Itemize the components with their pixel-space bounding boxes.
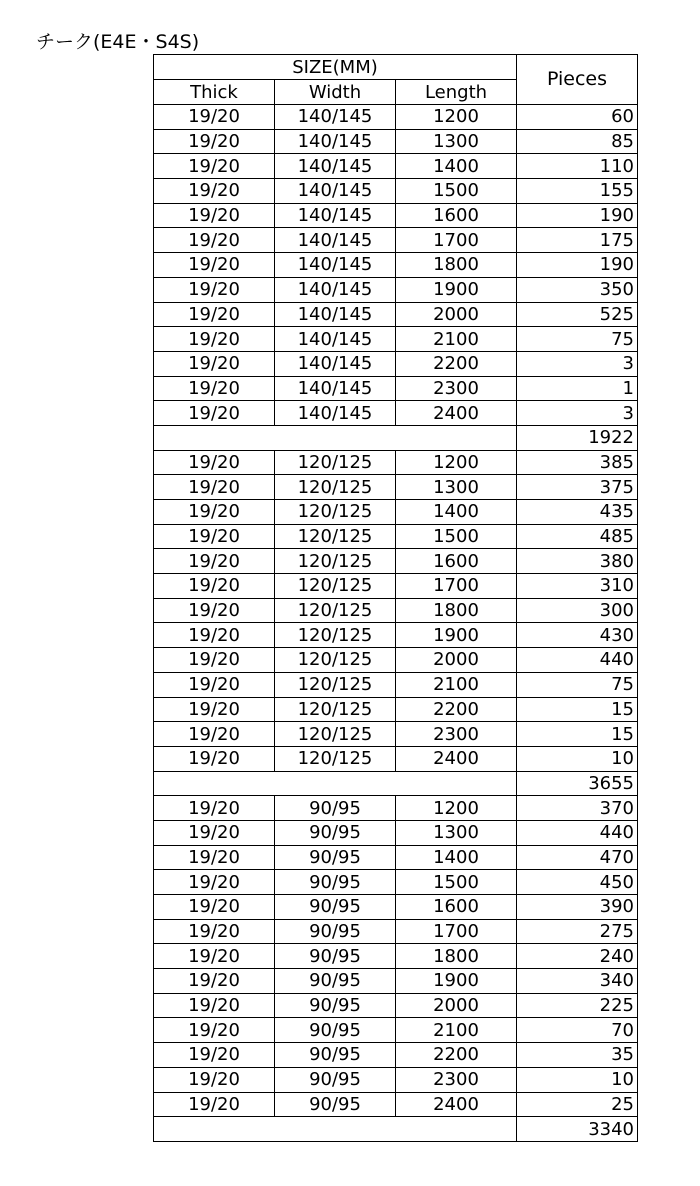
thick-cell: 19/20 [154, 253, 275, 278]
length-cell: 2400 [396, 401, 517, 426]
width-cell: 120/125 [275, 450, 396, 475]
width-cell: 140/145 [275, 401, 396, 426]
pieces-cell: 440 [517, 820, 638, 845]
pieces-cell: 25 [517, 1092, 638, 1117]
table-row [154, 500, 638, 525]
table-row [154, 475, 638, 500]
width-cell: 140/145 [275, 228, 396, 253]
length-cell: 1400 [396, 154, 517, 179]
length-cell: 1800 [396, 944, 517, 969]
pieces-cell: 440 [517, 648, 638, 673]
pieces-cell: 390 [517, 895, 638, 920]
pieces-cell: 10 [517, 1067, 638, 1092]
length-cell: 1500 [396, 524, 517, 549]
pieces-cell: 15 [517, 722, 638, 747]
pieces-cell: 155 [517, 179, 638, 204]
table-row [154, 1043, 638, 1068]
table-row [154, 796, 638, 821]
thick-cell: 19/20 [154, 623, 275, 648]
width-cell: 140/145 [275, 327, 396, 352]
table-row [154, 277, 638, 302]
thick-cell: 19/20 [154, 203, 275, 228]
table-row [154, 672, 638, 697]
table-row [154, 746, 638, 771]
pieces-cell: 60 [517, 105, 638, 130]
thick-cell: 19/20 [154, 796, 275, 821]
table-row [154, 919, 638, 944]
pieces-cell: 450 [517, 870, 638, 895]
page-title: チーク(E4E・S4S) [36, 31, 200, 53]
table-row [154, 820, 638, 845]
pieces-cell: 225 [517, 993, 638, 1018]
pieces-cell: 380 [517, 549, 638, 574]
width-cell: 90/95 [275, 1067, 396, 1092]
width-cell: 90/95 [275, 895, 396, 920]
table-row [154, 154, 638, 179]
width-cell: 140/145 [275, 154, 396, 179]
table-row [154, 376, 638, 401]
length-cell: 1200 [396, 450, 517, 475]
pieces-cell: 75 [517, 672, 638, 697]
thick-cell: 19/20 [154, 944, 275, 969]
thick-cell: 19/20 [154, 475, 275, 500]
pieces-cell: 70 [517, 1018, 638, 1043]
width-cell: 120/125 [275, 697, 396, 722]
thick-cell: 19/20 [154, 277, 275, 302]
pieces-cell: 485 [517, 524, 638, 549]
width-cell: 90/95 [275, 969, 396, 994]
pieces-cell: 435 [517, 500, 638, 525]
table-row [154, 1018, 638, 1043]
thick-cell: 19/20 [154, 697, 275, 722]
subtotal-row [154, 1117, 638, 1142]
thick-cell: 19/20 [154, 376, 275, 401]
thick-cell: 19/20 [154, 574, 275, 599]
width-cell: 140/145 [275, 105, 396, 130]
table-row [154, 327, 638, 352]
length-cell: 2400 [396, 746, 517, 771]
thick-cell: 19/20 [154, 179, 275, 204]
thick-cell: 19/20 [154, 450, 275, 475]
pieces-cell: 300 [517, 598, 638, 623]
table-row [154, 845, 638, 870]
inventory-table-body [154, 55, 638, 1142]
pieces-cell: 240 [517, 944, 638, 969]
pieces-cell: 1 [517, 376, 638, 401]
pieces-cell: 385 [517, 450, 638, 475]
width-cell: 90/95 [275, 870, 396, 895]
table-row [154, 697, 638, 722]
width-cell: 90/95 [275, 1043, 396, 1068]
length-cell: 1900 [396, 969, 517, 994]
thick-cell: 19/20 [154, 993, 275, 1018]
length-cell: 1500 [396, 870, 517, 895]
width-cell: 90/95 [275, 993, 396, 1018]
subtotal-spacer-cell [154, 771, 517, 796]
length-cell: 2200 [396, 351, 517, 376]
table-row [154, 574, 638, 599]
inventory-table [153, 54, 638, 1142]
subtotal-spacer-cell [154, 425, 517, 450]
length-cell: 1900 [396, 277, 517, 302]
thick-cell: 19/20 [154, 746, 275, 771]
table-row [154, 1067, 638, 1092]
table-row [154, 969, 638, 994]
width-cell: 120/125 [275, 500, 396, 525]
table-row [154, 648, 638, 673]
table-row [154, 450, 638, 475]
table-row [154, 203, 638, 228]
thick-cell: 19/20 [154, 969, 275, 994]
thick-cell: 19/20 [154, 500, 275, 525]
pieces-cell: 175 [517, 228, 638, 253]
pieces-cell: 110 [517, 154, 638, 179]
thick-cell: 19/20 [154, 105, 275, 130]
pieces-cell: 525 [517, 302, 638, 327]
pieces-cell: 35 [517, 1043, 638, 1068]
width-cell: 90/95 [275, 944, 396, 969]
table-row [154, 870, 638, 895]
length-cell: 2100 [396, 1018, 517, 1043]
pieces-cell: 3 [517, 351, 638, 376]
width-cell: 140/145 [275, 179, 396, 204]
thick-cell: 19/20 [154, 1043, 275, 1068]
width-cell: 120/125 [275, 574, 396, 599]
thick-header-cell: Thick [154, 80, 275, 105]
length-cell: 1500 [396, 179, 517, 204]
thick-cell: 19/20 [154, 845, 275, 870]
length-cell: 1300 [396, 129, 517, 154]
table-row [154, 302, 638, 327]
thick-cell: 19/20 [154, 648, 275, 673]
thick-cell: 19/20 [154, 672, 275, 697]
pieces-cell: 275 [517, 919, 638, 944]
width-cell: 120/125 [275, 598, 396, 623]
thick-cell: 19/20 [154, 302, 275, 327]
width-cell: 140/145 [275, 351, 396, 376]
length-cell: 2200 [396, 697, 517, 722]
length-cell: 2300 [396, 722, 517, 747]
length-cell: 1800 [396, 598, 517, 623]
pieces-cell: 340 [517, 969, 638, 994]
thick-cell: 19/20 [154, 895, 275, 920]
width-cell: 120/125 [275, 672, 396, 697]
thick-cell: 19/20 [154, 129, 275, 154]
pieces-cell: 190 [517, 253, 638, 278]
pieces-cell: 370 [517, 796, 638, 821]
width-cell: 140/145 [275, 302, 396, 327]
length-cell: 2100 [396, 672, 517, 697]
subtotal-pieces-cell: 3340 [517, 1117, 638, 1142]
width-cell: 120/125 [275, 746, 396, 771]
thick-cell: 19/20 [154, 1067, 275, 1092]
width-cell: 90/95 [275, 919, 396, 944]
table-row [154, 549, 638, 574]
thick-cell: 19/20 [154, 1018, 275, 1043]
length-cell: 1800 [396, 253, 517, 278]
length-cell: 1700 [396, 574, 517, 599]
thick-cell: 19/20 [154, 524, 275, 549]
width-cell: 140/145 [275, 277, 396, 302]
length-header-cell: Length [396, 80, 517, 105]
length-cell: 1200 [396, 105, 517, 130]
table-row [154, 253, 638, 278]
table-row [154, 129, 638, 154]
thick-cell: 19/20 [154, 154, 275, 179]
width-cell: 90/95 [275, 820, 396, 845]
table-row [154, 1092, 638, 1117]
pieces-cell: 190 [517, 203, 638, 228]
table-row [154, 722, 638, 747]
pieces-cell: 10 [517, 746, 638, 771]
table-row [154, 623, 638, 648]
width-cell: 120/125 [275, 475, 396, 500]
width-cell: 140/145 [275, 203, 396, 228]
table-header-row-size [154, 55, 638, 80]
width-cell: 90/95 [275, 1092, 396, 1117]
subtotal-pieces-cell: 1922 [517, 425, 638, 450]
pieces-cell: 350 [517, 277, 638, 302]
pieces-cell: 75 [517, 327, 638, 352]
width-cell: 90/95 [275, 796, 396, 821]
length-cell: 2400 [396, 1092, 517, 1117]
length-cell: 2300 [396, 1067, 517, 1092]
pieces-header-cell: Pieces [517, 55, 638, 105]
width-cell: 90/95 [275, 1018, 396, 1043]
length-cell: 1300 [396, 820, 517, 845]
table-row [154, 598, 638, 623]
thick-cell: 19/20 [154, 722, 275, 747]
thick-cell: 19/20 [154, 919, 275, 944]
subtotal-pieces-cell: 3655 [517, 771, 638, 796]
pieces-cell: 310 [517, 574, 638, 599]
length-cell: 1400 [396, 500, 517, 525]
pieces-cell: 430 [517, 623, 638, 648]
width-cell: 120/125 [275, 623, 396, 648]
length-cell: 1600 [396, 549, 517, 574]
length-cell: 1200 [396, 796, 517, 821]
pieces-cell: 470 [517, 845, 638, 870]
width-cell: 90/95 [275, 845, 396, 870]
subtotal-row [154, 425, 638, 450]
thick-cell: 19/20 [154, 820, 275, 845]
thick-cell: 19/20 [154, 351, 275, 376]
pieces-cell: 375 [517, 475, 638, 500]
thick-cell: 19/20 [154, 401, 275, 426]
width-cell: 120/125 [275, 524, 396, 549]
thick-cell: 19/20 [154, 228, 275, 253]
width-cell: 120/125 [275, 648, 396, 673]
length-cell: 1300 [396, 475, 517, 500]
length-cell: 1400 [396, 845, 517, 870]
width-cell: 120/125 [275, 549, 396, 574]
width-cell: 140/145 [275, 376, 396, 401]
table-row [154, 895, 638, 920]
table-row [154, 993, 638, 1018]
pieces-cell: 3 [517, 401, 638, 426]
length-cell: 1700 [396, 919, 517, 944]
size-header-cell: SIZE(MM) [154, 55, 517, 80]
table-row [154, 401, 638, 426]
table-row [154, 105, 638, 130]
table-row [154, 228, 638, 253]
thick-cell: 19/20 [154, 598, 275, 623]
subtotal-row [154, 771, 638, 796]
width-cell: 140/145 [275, 253, 396, 278]
length-cell: 1700 [396, 228, 517, 253]
length-cell: 2300 [396, 376, 517, 401]
width-header-cell: Width [275, 80, 396, 105]
table-row [154, 179, 638, 204]
subtotal-spacer-cell [154, 1117, 517, 1142]
thick-cell: 19/20 [154, 327, 275, 352]
length-cell: 2000 [396, 302, 517, 327]
length-cell: 1600 [396, 895, 517, 920]
pieces-cell: 15 [517, 697, 638, 722]
length-cell: 2000 [396, 648, 517, 673]
length-cell: 1900 [396, 623, 517, 648]
width-cell: 120/125 [275, 722, 396, 747]
thick-cell: 19/20 [154, 1092, 275, 1117]
table-row [154, 944, 638, 969]
width-cell: 140/145 [275, 129, 396, 154]
length-cell: 2200 [396, 1043, 517, 1068]
length-cell: 2000 [396, 993, 517, 1018]
length-cell: 2100 [396, 327, 517, 352]
pieces-cell: 85 [517, 129, 638, 154]
table-row [154, 524, 638, 549]
table-row [154, 351, 638, 376]
thick-cell: 19/20 [154, 549, 275, 574]
thick-cell: 19/20 [154, 870, 275, 895]
length-cell: 1600 [396, 203, 517, 228]
